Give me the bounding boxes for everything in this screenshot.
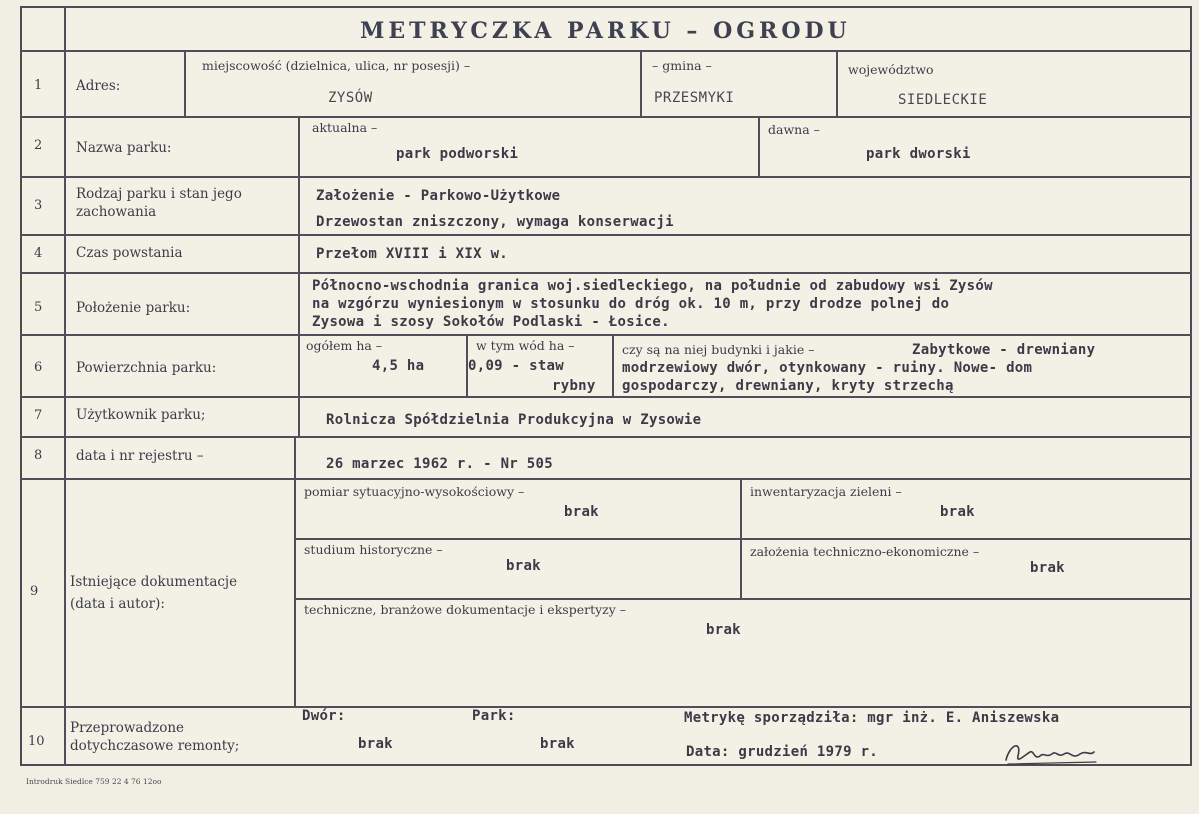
former-name-value: park dworski xyxy=(866,146,971,162)
gmina-sublabel: – gmina – xyxy=(652,58,712,73)
documentation-label: Istniejące dokumentacje xyxy=(70,574,238,590)
row-number: 5 xyxy=(34,300,43,315)
rule xyxy=(20,50,1192,52)
history-sublabel: studium historyczne – xyxy=(304,542,443,557)
location-line-2: na wzgórzu wyniesionym w stosunku do dróg ok. 10 m, przy drodze polnej do xyxy=(312,296,950,312)
creation-time-label: Czas powstania xyxy=(76,245,183,261)
park-name-label: Nazwa parku: xyxy=(76,140,172,156)
row-number: 6 xyxy=(34,360,43,375)
econ-sublabel: założenia techniczno-ekonomiczne – xyxy=(750,544,980,559)
rule xyxy=(20,706,1192,708)
gmina-value: PRZESMYKI xyxy=(654,90,735,106)
user-label: Użytkownik parku; xyxy=(76,407,206,423)
row-number: 8 xyxy=(34,448,43,463)
econ-value: brak xyxy=(1030,560,1065,576)
rule xyxy=(20,176,1192,178)
manor-repairs-label: Dwór: xyxy=(302,708,346,724)
water-area-sublabel: w tym wód ha – xyxy=(476,338,575,353)
printer-note: Introdruk Siedlce 759 22 4 76 12oo xyxy=(26,777,162,786)
author-line: Metrykę sporządziła: mgr inż. E. Aniszewska xyxy=(684,710,1060,726)
rule xyxy=(20,396,1192,398)
location-line-1: Północno-wschodnia granica woj.siedleckiego, na południe od zabudowy wsi Zysów xyxy=(312,278,993,294)
rule xyxy=(294,436,296,706)
date-line: Data: grudzień 1979 r. xyxy=(686,744,879,760)
history-value: brak xyxy=(506,558,541,574)
rule xyxy=(20,234,1192,236)
page-title: METRYCZKA PARKU – OGRODU xyxy=(360,18,851,44)
row-number: 4 xyxy=(34,246,43,261)
buildings-line-3: gospodarczy, drewniany, kryty strzechą xyxy=(622,378,954,394)
row-number: 7 xyxy=(34,408,43,423)
park-type-label: Rodzaj parku i stan jego xyxy=(76,186,242,202)
area-label: Powierzchnia parku: xyxy=(76,360,217,376)
register-value: 26 marzec 1962 r. - Nr 505 xyxy=(326,456,553,472)
rule xyxy=(184,50,186,116)
row-number: 9 xyxy=(30,584,39,599)
tech-docs-sublabel: techniczne, branżowe dokumentacje i ekspertyzy – xyxy=(304,602,627,617)
address-label: Adres: xyxy=(76,78,121,94)
locality-value: ZYSÓW xyxy=(328,90,373,106)
park-repairs-label: Park: xyxy=(472,708,516,724)
buildings-sublabel: czy są na niej budynki i jakie – xyxy=(622,342,815,357)
survey-sublabel: pomiar sytuacyjno-wysokościowy – xyxy=(304,484,525,499)
rule xyxy=(20,116,1192,118)
water-area-value-2: rybny xyxy=(552,378,596,394)
repairs-label: Przeprowadzone xyxy=(70,720,185,736)
park-type-value: Założenie - Parkowo-Użytkowe xyxy=(316,188,561,204)
rule xyxy=(20,272,1192,274)
rule xyxy=(758,116,760,176)
survey-value: brak xyxy=(564,504,599,520)
repairs-label-2: dotychczasowe remonty; xyxy=(70,738,240,754)
total-area-value: 4,5 ha xyxy=(372,358,425,374)
park-record-card xyxy=(20,6,1192,766)
row-number: 1 xyxy=(34,78,43,93)
water-area-value: 0,09 - staw xyxy=(468,358,565,374)
total-area-sublabel: ogółem ha – xyxy=(306,338,383,353)
rule xyxy=(836,50,838,116)
tech-docs-value: brak xyxy=(706,622,741,638)
inventory-sublabel: inwentaryzacja zieleni – xyxy=(750,484,902,499)
park-repairs-value: brak xyxy=(540,736,575,752)
row-number: 10 xyxy=(28,734,45,749)
user-value: Rolnicza Spółdzielnia Produkcyjna w Zysowie xyxy=(326,412,702,428)
address-sublabel: miejscowość (dzielnica, ulica, nr posesji) – xyxy=(202,58,471,73)
rule xyxy=(740,478,742,598)
rule xyxy=(294,538,1192,540)
rule xyxy=(298,116,300,436)
park-condition-value: Drzewostan zniszczony, wymaga konserwacji xyxy=(316,214,674,230)
rule xyxy=(294,598,1192,600)
rule xyxy=(20,334,1192,336)
row-number: 2 xyxy=(34,138,43,153)
park-type-label-2: zachowania xyxy=(76,204,157,220)
rule xyxy=(64,6,66,766)
register-label: data i nr rejestru – xyxy=(76,448,204,464)
signature xyxy=(1000,734,1100,770)
rule xyxy=(640,50,642,116)
voivodeship-sublabel: województwo xyxy=(848,62,934,77)
buildings-line-2: modrzewiowy dwór, otynkowany - ruiny. Nowe- dom xyxy=(622,360,1033,376)
former-name-sublabel: dawna – xyxy=(768,122,820,137)
rule xyxy=(20,478,1192,480)
current-name-sublabel: aktualna – xyxy=(312,120,378,135)
voivodeship-value: SIEDLECKIE xyxy=(898,92,988,108)
creation-time-value: Przełom XVIII i XIX w. xyxy=(316,246,509,262)
documentation-label-2: (data i autor): xyxy=(70,596,165,612)
location-label: Położenie parku: xyxy=(76,300,191,316)
current-name-value: park podworski xyxy=(396,146,519,162)
rule xyxy=(612,334,614,396)
location-line-3: Zysowa i szosy Sokołów Podlaski - Łosice. xyxy=(312,314,670,330)
rule xyxy=(20,436,1192,438)
manor-repairs-value: brak xyxy=(358,736,393,752)
buildings-line-1: Zabytkowe - drewniany xyxy=(912,342,1096,358)
inventory-value: brak xyxy=(940,504,975,520)
row-number: 3 xyxy=(34,198,43,213)
